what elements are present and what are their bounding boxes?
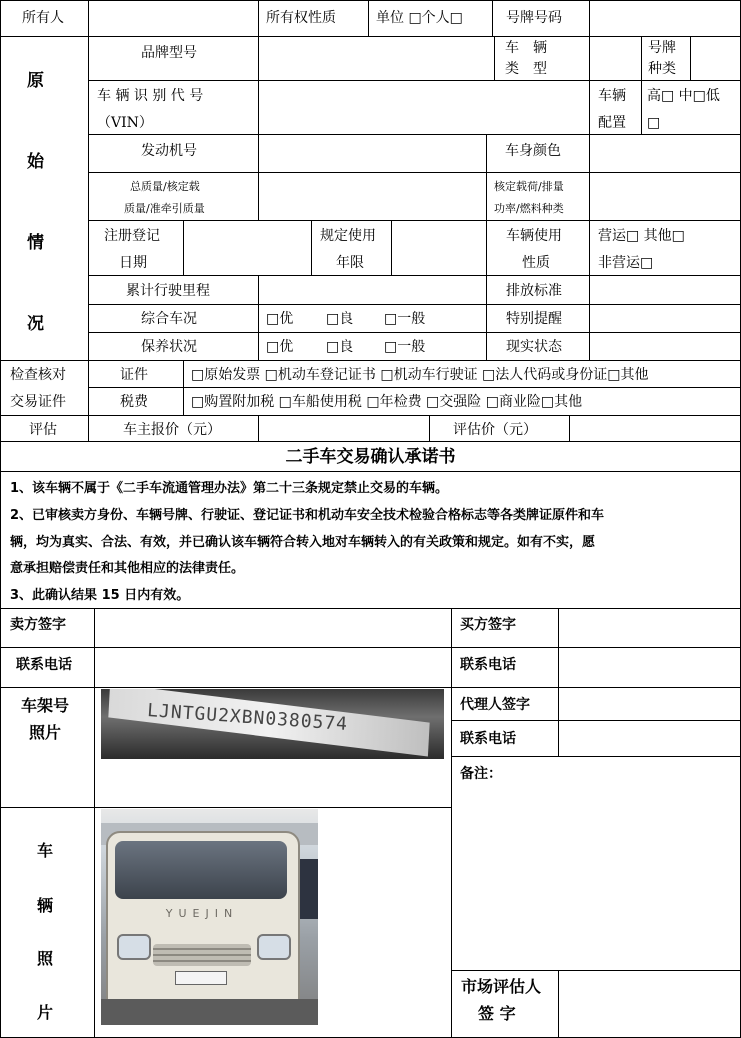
load-label: 核定载荷/排量 [494,180,564,193]
vehicle-photo-label: 片 [37,1003,54,1022]
left-headlight [117,934,151,960]
vehicle-photo-label: 辆 [37,896,54,915]
usage-options[interactable]: 营运□ 其他□ [598,228,685,244]
commitment-line: 3、此确认结果 15 日内有效。 [10,588,190,603]
mass-label: 质量/准牵引质量 [124,202,205,215]
appraiser-label: 签 字 [478,1004,516,1023]
rating-option[interactable]: □良 [326,339,354,355]
section-char: 况 [27,314,44,334]
brand-model-label: 品牌型号 [141,45,197,61]
vehicle-photo [101,809,318,1025]
special-label: 特别提醒 [506,311,562,327]
engine-label: 发动机号 [141,143,197,159]
section-char: 情 [27,233,44,253]
appraiser-label: 市场评估人 [461,977,542,996]
vehicle-type-label: 车 辆 [505,40,547,56]
owner-price-label: 车主报价（元） [123,422,221,438]
service-life-label: 规定使用 [320,228,376,244]
check-label: 检查核对 [10,367,66,383]
ownership-label: 所有权性质 [266,10,336,26]
seller-phone-label: 联系电话 [16,657,72,673]
mileage-label: 累计行驶里程 [126,283,210,299]
config-label: 车辆 [598,88,626,104]
load-label: 功率/燃料种类 [494,202,564,215]
frame-number-photo [101,689,444,759]
buyer-phone-label: 联系电话 [460,657,516,673]
commitment-line: 意承担赔偿责任和其他相应的法律责任。 [10,561,245,576]
check-label: 交易证件 [10,394,66,410]
eval-label: 评估 [29,422,57,438]
reg-date-label: 注册登记 [104,228,160,244]
tax-label: 税费 [120,394,148,410]
agent-phone-label: 联系电话 [460,731,516,747]
commitment-line: 2、已审核卖方身份、车辆号牌、行驶证、登记证书和机动车安全技术检验合格标志等各类牌证原件和车 [10,508,605,523]
maintenance-label: 保养状况 [141,339,197,355]
usage-options[interactable]: 非营运□ [598,255,654,271]
vehicle-photo-label: 车 [37,841,54,860]
emission-label: 排放标准 [506,283,562,299]
license-plate [175,971,227,985]
service-life-label: 年限 [336,255,364,271]
buyer-sign-label: 买方签字 [460,617,516,633]
rating-option[interactable]: □优 [266,311,294,327]
commitment-line: 1、该车辆不属于《二手车流通管理办法》第二十三条规定禁止交易的车辆。 [10,481,449,496]
current-state-label: 现实状态 [506,339,562,355]
plate-number-label: 号牌号码 [506,10,562,26]
right-headlight [257,934,291,960]
mass-label: 总质量/核定载 [130,180,200,193]
rating-option[interactable]: □良 [326,311,354,327]
section-char: 始 [27,152,44,172]
vin-label: 车 辆 识 别 代 号 [97,88,204,104]
cert-label: 证件 [120,367,148,383]
cert-options[interactable]: □原始发票 □机动车登记证书 □机动车行驶证 □法人代码或身份证□其他 [191,367,649,383]
windshield [115,841,287,899]
usage-label: 车辆使用 [506,228,562,244]
frame-photo-label: 照片 [29,723,62,742]
plate-type-label: 种类 [648,61,676,77]
tax-options[interactable]: □购置附加税 □车船使用税 □年检费 □交强险 □商业险□其他 [191,394,583,410]
plate-type-label: 号牌 [648,40,676,56]
frame-photo-label: 车架号 [21,696,70,715]
rating-option[interactable]: □一般 [384,311,426,327]
vehicle-photo-label: 照 [37,949,54,968]
config-options[interactable]: □ [647,115,661,131]
commitment-line: 辆，均为真实、合法、有效，并已确认该车辆符合转入地对车辆转入的有关政策和规定。如有不实，愿 [10,535,596,550]
owner-label: 所有人 [22,10,64,26]
vin-label: （VIN） [97,115,153,131]
overall-label: 综合车况 [141,311,197,327]
agent-sign-label: 代理人签字 [460,697,530,713]
usage-label: 性质 [522,255,550,271]
vehicle-type-label: 类 型 [505,61,547,77]
seller-sign-label: 卖方签字 [10,617,66,633]
config-options[interactable]: 高□ 中□低 [647,88,720,104]
body-color-label: 车身颜色 [505,143,561,159]
config-label: 配置 [598,115,626,131]
reg-date-label: 日期 [119,255,147,271]
rating-option[interactable]: □优 [266,339,294,355]
ownership-options[interactable]: 单位 □个人□ [376,10,463,26]
grille [153,944,251,966]
remarks-label: 备注： [460,766,502,782]
eval-price-label: 评估价（元） [453,422,537,438]
commitment-title: 二手车交易确认承诺书 [285,447,456,467]
rating-option[interactable]: □一般 [384,339,426,355]
section-char: 原 [27,71,44,91]
ground [101,999,318,1025]
truck-brand: YUEJIN [165,907,239,920]
frame-number-text: LJNTGU2XBN0380574 [146,700,349,735]
